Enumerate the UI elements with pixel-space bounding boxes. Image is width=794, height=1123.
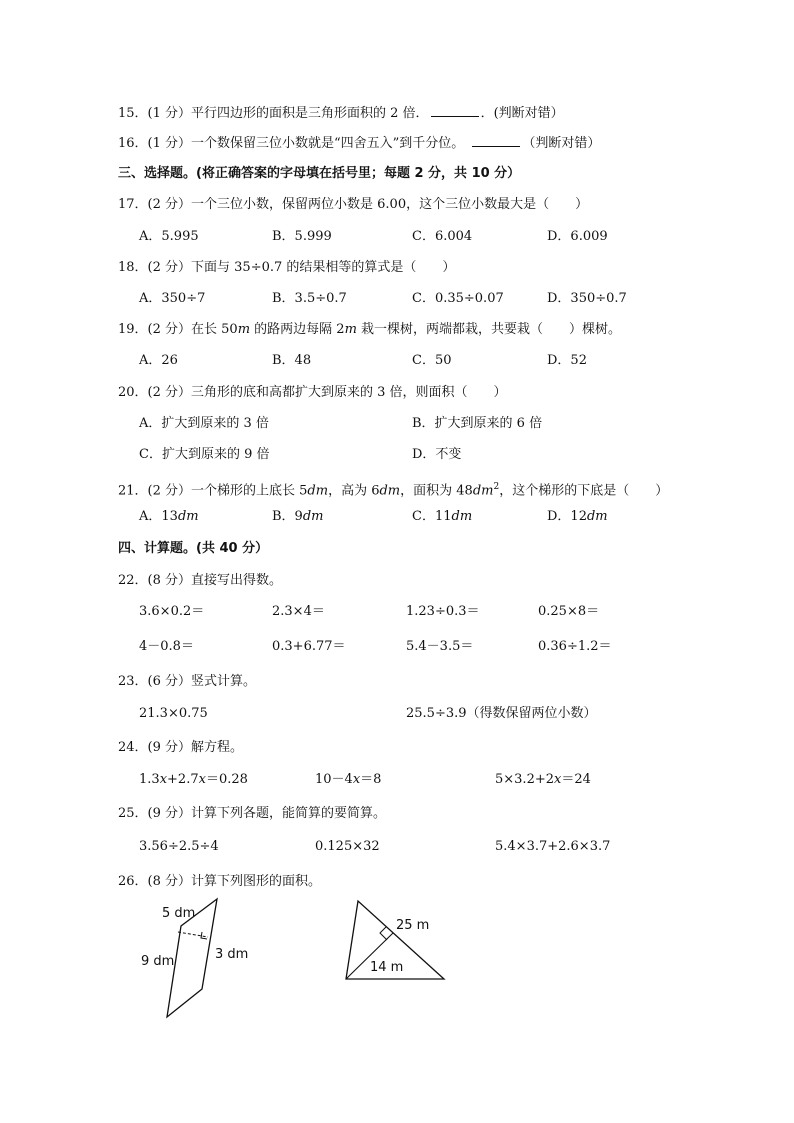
option-19-c[interactable]: C．50 xyxy=(412,353,452,368)
equation-3 xyxy=(495,771,591,789)
answer-blank-16[interactable] xyxy=(472,134,520,147)
calc-item: 2.3×4＝ xyxy=(272,604,325,619)
right-angle-mark xyxy=(380,927,387,940)
option-20-b[interactable]: B．扩大到原来的 6 倍 xyxy=(412,416,543,431)
question-17-stem: 17．(2 分）一个三位小数，保留两位小数是 6.00，这个三位小数最大是（ ） xyxy=(118,197,589,212)
option-20-d[interactable]: D．不变 xyxy=(412,447,462,462)
question-19-part1: 19．(2 分）在长 50 xyxy=(118,322,238,337)
unit-dm: dm xyxy=(379,483,401,499)
height-dashed-line xyxy=(178,932,208,937)
option-21-b-text: B．9 xyxy=(272,509,303,524)
question-24-stem: 24．(9 分）解方程。 xyxy=(118,740,244,755)
unit-exponent: 2 xyxy=(493,482,500,492)
option-20-a[interactable]: A．扩大到原来的 3 倍 xyxy=(139,416,269,431)
eq-part: 1.3 xyxy=(139,772,160,787)
option-18-c[interactable]: C．0.35÷0.07 xyxy=(412,291,504,306)
unit-dm: dm xyxy=(307,483,329,499)
question-25-stem: 25．(9 分）计算下列各题，能简算的要简算。 xyxy=(118,806,387,821)
option-18-a[interactable]: A．350÷7 xyxy=(139,291,206,306)
unit-m: m xyxy=(237,322,251,337)
eq-part: 10－4 xyxy=(315,772,353,787)
eq-part: ＝8 xyxy=(360,772,382,787)
variable-x: x xyxy=(352,772,361,787)
question-21-part3: ，面积为 48 xyxy=(400,483,473,499)
option-18-d[interactable]: D．350÷0.7 xyxy=(547,291,627,306)
calc-item: 4－0.8＝ xyxy=(139,639,194,654)
option-21-a-unit: dm xyxy=(177,509,199,524)
parallelogram-figure xyxy=(130,895,270,1025)
option-21-a-text: A．13 xyxy=(139,509,178,524)
simplify-item: 0.125×32 xyxy=(315,839,380,854)
question-15 xyxy=(118,104,564,123)
question-15-text: 15．(1 分）平行四边形的面积是三角形面积的 2 倍． xyxy=(118,106,429,121)
question-26-stem: 26．(8 分）计算下列图形的面积。 xyxy=(118,874,322,889)
side-label: 25 m xyxy=(396,918,430,933)
section-3-heading: 三、选择题。(将正确答案的字母填在括号里；每题 2 分，共 10 分） xyxy=(118,166,521,181)
question-21-stem xyxy=(118,478,668,500)
option-19-a[interactable]: A．26 xyxy=(139,353,178,368)
simplify-item: 5.4×3.7+2.6×3.7 xyxy=(495,839,611,854)
question-19-part2: 的路两边每隔 2 xyxy=(250,322,345,337)
eq-part: +2.7 xyxy=(167,772,199,787)
height-label: 14 m xyxy=(370,960,404,975)
unit-m: m xyxy=(344,322,357,337)
equation-2 xyxy=(315,771,381,789)
question-21-part2: ，高为 6 xyxy=(328,483,380,499)
option-17-d[interactable]: D．6.009 xyxy=(547,229,608,244)
calc-item: 1.23÷0.3＝ xyxy=(406,604,480,619)
height-label: 3 dm xyxy=(215,947,249,962)
option-21-b[interactable] xyxy=(272,508,323,526)
calc-item: 3.6×0.2＝ xyxy=(139,604,205,619)
question-21-part1: 21．(2 分）一个梯形的上底长 5 xyxy=(118,483,308,499)
question-20-stem: 20．(2 分）三角形的底和高都扩大到原来的 3 倍，则面积（ ） xyxy=(118,385,507,400)
option-17-a[interactable]: A．5.995 xyxy=(139,229,199,244)
question-16-text: 16．(1 分）一个数保留三位小数就是“四舍五入”到千分位。 xyxy=(118,136,465,151)
option-21-a[interactable] xyxy=(139,508,199,526)
eq-part: 5×3.2+2 xyxy=(495,772,555,787)
question-21-part4: ，这个梯形的下底是（ ） xyxy=(499,483,669,499)
variable-x: x xyxy=(159,772,168,787)
question-22-stem: 22．(8 分）直接写出得数。 xyxy=(118,573,283,588)
unit-dm2: dm xyxy=(472,483,494,499)
calc-item: 0.3+6.77＝ xyxy=(272,639,346,654)
calc-item: 0.25×8＝ xyxy=(538,604,600,619)
question-16-suffix: （判断对错） xyxy=(522,136,601,151)
triangle-figure xyxy=(340,895,460,990)
option-17-c[interactable]: C．6.004 xyxy=(412,229,473,244)
calc-item: 5.4－3.5＝ xyxy=(406,639,474,654)
calc-item: 0.36÷1.2＝ xyxy=(538,639,612,654)
equation-1 xyxy=(139,771,248,789)
option-21-d[interactable] xyxy=(547,508,608,526)
answer-blank-15[interactable] xyxy=(431,104,479,117)
question-16 xyxy=(118,134,600,153)
eq-part: ＝0.28 xyxy=(205,772,248,787)
option-18-b[interactable]: B．3.5÷0.7 xyxy=(272,291,347,306)
side-label: 5 dm xyxy=(162,906,196,921)
section-4-heading: 四、计算题。(共 40 分） xyxy=(118,541,269,556)
option-17-b[interactable]: B．5.999 xyxy=(272,229,332,244)
question-15-suffix: ．(判断对错） xyxy=(480,106,564,121)
option-21-d-text: D．12 xyxy=(547,509,587,524)
option-19-d[interactable]: D．52 xyxy=(547,353,587,368)
base-label: 9 dm xyxy=(141,954,175,969)
option-21-c-unit: dm xyxy=(451,509,473,524)
option-21-d-unit: dm xyxy=(586,509,608,524)
variable-x: x xyxy=(554,772,562,787)
option-20-c[interactable]: C．扩大到原来的 9 倍 xyxy=(139,447,270,462)
vertical-calc-item: 21.3×0.75 xyxy=(139,706,208,721)
question-19-part3: 栽一棵树，两端都栽，共要栽（ ）棵树。 xyxy=(356,322,622,337)
question-19-stem xyxy=(118,321,621,339)
option-21-c[interactable] xyxy=(412,508,472,526)
vertical-calc-item: 25.5÷3.9（得数保留两位小数） xyxy=(406,706,597,721)
simplify-item: 3.56÷2.5÷4 xyxy=(139,839,219,854)
right-angle-mark xyxy=(201,932,207,939)
variable-x: x xyxy=(198,772,206,787)
option-21-c-text: C．11 xyxy=(412,509,452,524)
eq-part: ＝24 xyxy=(561,772,591,787)
question-23-stem: 23．(6 分）竖式计算。 xyxy=(118,674,257,689)
option-19-b[interactable]: B．48 xyxy=(272,353,312,368)
question-18-stem: 18．(2 分）下面与 35÷0.7 的结果相等的算式是（ ） xyxy=(118,260,456,275)
option-21-b-unit: dm xyxy=(302,509,324,524)
